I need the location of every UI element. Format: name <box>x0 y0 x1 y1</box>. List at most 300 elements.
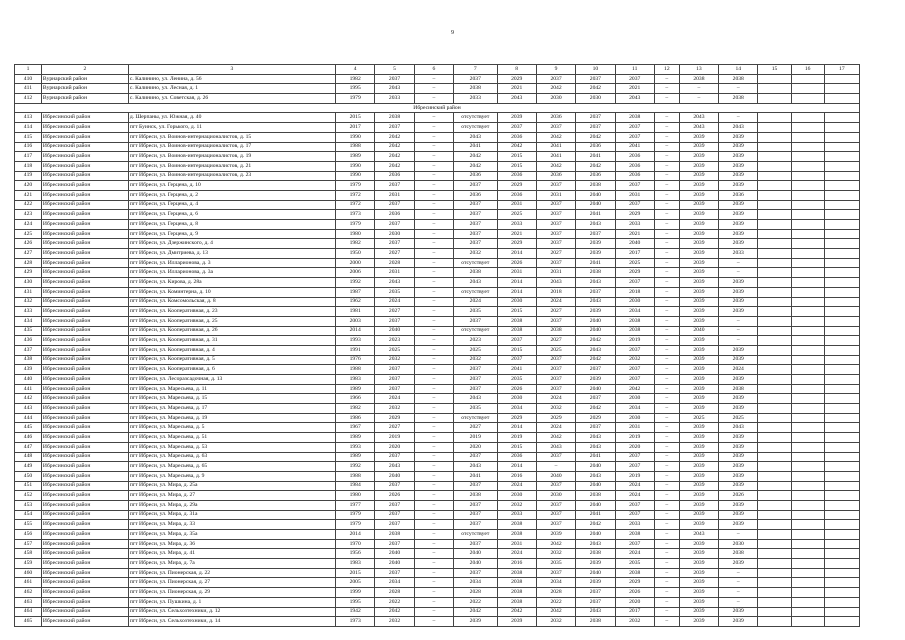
value-cell-col-9: – <box>536 462 575 472</box>
table-row <box>15 404 860 414</box>
value-cell-col-15 <box>758 249 791 259</box>
value-cell-col-16 <box>791 539 824 549</box>
value-cell-col-9: 2032 <box>536 617 575 627</box>
value-cell-col-13: 2039 <box>679 220 718 230</box>
table-row <box>15 287 860 297</box>
value-cell-col-9: 2037 <box>536 181 575 191</box>
value-cell-col-13: 2039 <box>679 365 718 375</box>
value-cell-col-11: 2037 <box>615 74 654 84</box>
value-cell-col-8: 2026 <box>497 384 536 394</box>
value-cell-col-16 <box>791 462 824 472</box>
value-cell-col-16 <box>791 249 824 259</box>
value-cell-col-5: 2026 <box>375 491 414 501</box>
value-cell-col-14: 2039 <box>719 152 758 162</box>
value-cell-col-9: 2042 <box>536 539 575 549</box>
value-cell-col-9: 2037 <box>536 481 575 491</box>
value-cell-col-5: 2037 <box>375 123 414 133</box>
value-cell-col-4: 1973 <box>336 617 375 627</box>
value-cell-col-15 <box>758 74 791 84</box>
table-row <box>15 171 860 181</box>
value-cell-col-9: 2027 <box>536 249 575 259</box>
value-cell-col-5: 2027 <box>375 249 414 259</box>
row-number-cell: 428 <box>15 258 42 268</box>
value-cell-col-4: 1962 <box>336 297 375 307</box>
value-cell-col-11: 2025 <box>615 258 654 268</box>
value-cell-col-15 <box>758 442 791 452</box>
value-cell-col-15 <box>758 433 791 443</box>
district-cell: Ибресинский район <box>41 142 128 152</box>
value-cell-col-10: 2037 <box>576 394 615 404</box>
value-cell-col-6: – <box>414 171 453 181</box>
value-cell-col-8: 2030 <box>497 394 536 404</box>
row-number-cell: 418 <box>15 161 42 171</box>
district-cell: Ибресинский район <box>41 200 128 210</box>
address-cell: пгт Ибреси, ул. Пушкина, д. 1 <box>128 597 335 607</box>
value-cell-col-6: – <box>414 578 453 588</box>
table-row <box>15 258 860 268</box>
value-cell-col-4: 1982 <box>336 239 375 249</box>
table-row <box>15 423 860 433</box>
value-cell-col-6: – <box>414 462 453 472</box>
value-cell-col-15 <box>758 491 791 501</box>
address-cell: пгт Ибреси, ул. Лесоразсадочная, д. 13 <box>128 375 335 385</box>
value-cell-col-17 <box>824 297 859 307</box>
value-cell-col-13: 2039 <box>679 249 718 259</box>
address-cell: пгт Ибреси, ул. Мира, д. 35а <box>128 530 335 540</box>
value-cell-col-11: 2020 <box>615 442 654 452</box>
value-cell-col-8: 2029 <box>497 74 536 84</box>
value-cell-col-11: 2038 <box>615 113 654 123</box>
value-cell-col-12: – <box>654 287 679 297</box>
value-cell-col-17 <box>824 113 859 123</box>
value-cell-col-12: – <box>654 588 679 598</box>
value-cell-col-5: 2033 <box>375 94 414 104</box>
address-cell: пгт Ибреси, ул. Мира, д. 41 <box>128 549 335 559</box>
value-cell-col-11: 2037 <box>615 132 654 142</box>
district-cell: Вурнарский район <box>41 94 128 104</box>
value-cell-col-16 <box>791 568 824 578</box>
value-cell-col-4: 1988 <box>336 365 375 375</box>
value-cell-col-16 <box>791 152 824 162</box>
column-number: 5 <box>375 65 414 75</box>
address-cell: пгт Ибреси, ул. Дмитриева, д. 13 <box>128 249 335 259</box>
value-cell-col-6: – <box>414 413 453 423</box>
value-cell-col-12: – <box>654 307 679 317</box>
value-cell-col-16 <box>791 123 824 133</box>
value-cell-col-16 <box>791 442 824 452</box>
value-cell-col-17 <box>824 132 859 142</box>
value-cell-col-4: 2015 <box>336 568 375 578</box>
district-cell: Ибресинский район <box>41 171 128 181</box>
value-cell-col-14: 2039 <box>719 229 758 239</box>
value-cell-col-8: 2015 <box>497 442 536 452</box>
value-cell-col-17 <box>824 462 859 472</box>
value-cell-col-11: 2031 <box>615 423 654 433</box>
value-cell-col-14: 2039 <box>719 452 758 462</box>
row-number-cell: 460 <box>15 568 42 578</box>
column-number: 7 <box>454 65 497 75</box>
value-cell-col-6: – <box>414 568 453 578</box>
value-cell-col-14: 2038 <box>719 384 758 394</box>
value-cell-col-6: – <box>414 491 453 501</box>
value-cell-col-11: 2043 <box>615 94 654 104</box>
value-cell-col-8: 2015 <box>497 152 536 162</box>
address-cell: пгт Ибреси, ул. Мира, д. 31а <box>128 510 335 520</box>
value-cell-col-16 <box>791 200 824 210</box>
table-row <box>15 132 860 142</box>
value-cell-col-7: 2028 <box>454 588 497 598</box>
value-cell-col-14: 2039 <box>719 345 758 355</box>
value-cell-col-4: 1995 <box>336 84 375 94</box>
row-number-cell: 437 <box>15 345 42 355</box>
district-cell: Ибресинский район <box>41 220 128 230</box>
value-cell-col-16 <box>791 297 824 307</box>
value-cell-col-7: 2036 <box>454 171 497 181</box>
table-row <box>15 549 860 559</box>
value-cell-col-17 <box>824 307 859 317</box>
value-cell-col-10: 2042 <box>576 520 615 530</box>
district-cell: Ибресинский район <box>41 520 128 530</box>
value-cell-col-9: 2018 <box>536 287 575 297</box>
table-row <box>15 355 860 365</box>
value-cell-col-8: 2031 <box>497 200 536 210</box>
row-number-cell: 412 <box>15 94 42 104</box>
value-cell-col-10: 2043 <box>576 442 615 452</box>
value-cell-col-4: 1989 <box>336 433 375 443</box>
value-cell-col-9: 2034 <box>536 578 575 588</box>
value-cell-col-13: – <box>679 94 718 104</box>
value-cell-col-14: 2039 <box>719 200 758 210</box>
value-cell-col-10: 2037 <box>576 229 615 239</box>
value-cell-col-8: 2042 <box>497 142 536 152</box>
value-cell-col-10: 2037 <box>576 74 615 84</box>
value-cell-col-13: 2039 <box>679 278 718 288</box>
value-cell-col-6: – <box>414 481 453 491</box>
value-cell-col-15 <box>758 84 791 94</box>
row-number-cell: 438 <box>15 355 42 365</box>
value-cell-col-10: 2042 <box>576 161 615 171</box>
value-cell-col-9: 2037 <box>536 375 575 385</box>
value-cell-col-13: 2039 <box>679 481 718 491</box>
value-cell-col-16 <box>791 578 824 588</box>
value-cell-col-5: 2037 <box>375 316 414 326</box>
value-cell-col-13: 2038 <box>679 74 718 84</box>
value-cell-col-12: – <box>654 200 679 210</box>
value-cell-col-16 <box>791 559 824 569</box>
value-cell-col-4: 1992 <box>336 462 375 472</box>
row-number-cell: 422 <box>15 200 42 210</box>
value-cell-col-6: – <box>414 597 453 607</box>
table-row <box>15 539 860 549</box>
value-cell-col-10: 2039 <box>576 307 615 317</box>
table-row <box>15 239 860 249</box>
value-cell-col-14: 2039 <box>719 404 758 414</box>
address-cell: пгт Ибреси, ул. Герцена, д. 4 <box>128 200 335 210</box>
value-cell-col-16 <box>791 433 824 443</box>
value-cell-col-11: 2033 <box>615 520 654 530</box>
value-cell-col-15 <box>758 539 791 549</box>
value-cell-col-5: 2020 <box>375 442 414 452</box>
value-cell-col-17 <box>824 181 859 191</box>
value-cell-col-5: 2027 <box>375 307 414 317</box>
value-cell-col-10: 2040 <box>576 316 615 326</box>
value-cell-col-11: 2031 <box>615 190 654 200</box>
value-cell-col-8: 2034 <box>497 404 536 414</box>
value-cell-col-17 <box>824 249 859 259</box>
value-cell-col-14: 2038 <box>719 549 758 559</box>
table-row <box>15 617 860 627</box>
value-cell-col-4: 1991 <box>336 345 375 355</box>
district-cell: Ибресинский район <box>41 578 128 588</box>
value-cell-col-15 <box>758 423 791 433</box>
value-cell-col-10: 2041 <box>576 152 615 162</box>
value-cell-col-12: – <box>654 316 679 326</box>
table-row <box>15 152 860 162</box>
value-cell-col-13: 2039 <box>679 287 718 297</box>
value-cell-col-4: 1979 <box>336 520 375 530</box>
district-cell: Ибресинский район <box>41 161 128 171</box>
district-cell: Ибресинский район <box>41 607 128 617</box>
district-cell: Ибресинский район <box>41 394 128 404</box>
value-cell-col-6: – <box>414 268 453 278</box>
value-cell-col-6: – <box>414 336 453 346</box>
row-number-cell: 426 <box>15 239 42 249</box>
value-cell-col-4: 2000 <box>336 258 375 268</box>
district-cell: Ибресинский район <box>41 384 128 394</box>
value-cell-col-9: 2037 <box>536 355 575 365</box>
value-cell-col-4: 2006 <box>336 268 375 278</box>
value-cell-col-5: 2037 <box>375 375 414 385</box>
value-cell-col-15 <box>758 336 791 346</box>
value-cell-col-14: – <box>719 578 758 588</box>
value-cell-col-9: 2022 <box>536 597 575 607</box>
value-cell-col-5: 2035 <box>375 287 414 297</box>
value-cell-col-17 <box>824 433 859 443</box>
table-row <box>15 229 860 239</box>
value-cell-col-17 <box>824 326 859 336</box>
value-cell-col-7: 2032 <box>454 249 497 259</box>
value-cell-col-11: 2032 <box>615 617 654 627</box>
value-cell-col-14: – <box>719 258 758 268</box>
value-cell-col-10: 2039 <box>576 375 615 385</box>
row-number-cell: 465 <box>15 617 42 627</box>
value-cell-col-6: – <box>414 375 453 385</box>
value-cell-col-8: 2036 <box>497 171 536 181</box>
value-cell-col-8: 2038 <box>497 588 536 598</box>
value-cell-col-12: – <box>654 597 679 607</box>
value-cell-col-5: 2040 <box>375 549 414 559</box>
value-cell-col-13: 2039 <box>679 442 718 452</box>
value-cell-col-15 <box>758 278 791 288</box>
value-cell-col-8: 2014 <box>497 278 536 288</box>
value-cell-col-7: отсутствует <box>454 123 497 133</box>
table-row <box>15 84 860 94</box>
value-cell-col-9: 2037 <box>536 520 575 530</box>
value-cell-col-12: – <box>654 404 679 414</box>
value-cell-col-6: – <box>414 316 453 326</box>
value-cell-col-14: 2039 <box>719 617 758 627</box>
value-cell-col-15 <box>758 404 791 414</box>
value-cell-col-10: 2041 <box>576 210 615 220</box>
value-cell-col-11: 2017 <box>615 249 654 259</box>
value-cell-col-11: 2037 <box>615 365 654 375</box>
value-cell-col-14: 2039 <box>719 520 758 530</box>
value-cell-col-12: – <box>654 578 679 588</box>
table-row <box>15 462 860 472</box>
address-cell: пгт Ибреси, ул. Маресьева, д. 51 <box>128 433 335 443</box>
value-cell-col-16 <box>791 142 824 152</box>
value-cell-col-6: – <box>414 249 453 259</box>
value-cell-col-9: 2037 <box>536 568 575 578</box>
column-number: 17 <box>824 65 859 75</box>
value-cell-col-13: 2039 <box>679 462 718 472</box>
value-cell-col-7: 2033 <box>454 94 497 104</box>
value-cell-col-13: 2039 <box>679 510 718 520</box>
value-cell-col-10: 2042 <box>576 355 615 365</box>
value-cell-col-9: 2037 <box>536 229 575 239</box>
table-row <box>15 181 860 191</box>
value-cell-col-6: – <box>414 365 453 375</box>
table-row <box>15 597 860 607</box>
value-cell-col-5: 2037 <box>375 481 414 491</box>
value-cell-col-14: 2039 <box>719 442 758 452</box>
row-number-cell: 434 <box>15 316 42 326</box>
value-cell-col-14: 2026 <box>719 491 758 501</box>
address-cell: д. Шерпаны, ул. Южная, д. 40 <box>128 113 335 123</box>
table-row <box>15 530 860 540</box>
value-cell-col-9: 2037 <box>536 239 575 249</box>
value-cell-col-14: – <box>719 336 758 346</box>
value-cell-col-14: 2039 <box>719 278 758 288</box>
value-cell-col-7: 2041 <box>454 142 497 152</box>
column-number-row <box>15 65 860 75</box>
value-cell-col-5: 2043 <box>375 462 414 472</box>
value-cell-col-12: – <box>654 500 679 510</box>
value-cell-col-4: 1990 <box>336 132 375 142</box>
value-cell-col-11: 2018 <box>615 287 654 297</box>
value-cell-col-6: – <box>414 423 453 433</box>
value-cell-col-15 <box>758 375 791 385</box>
value-cell-col-14: 2039 <box>719 181 758 191</box>
value-cell-col-8: 2021 <box>497 84 536 94</box>
value-cell-col-9: 2037 <box>536 74 575 84</box>
value-cell-col-16 <box>791 190 824 200</box>
address-cell: пгт Ибреси, ул. Кооперативная, д. 31 <box>128 336 335 346</box>
value-cell-col-4: 1966 <box>336 394 375 404</box>
value-cell-col-10: 2042 <box>576 404 615 414</box>
row-number-cell: 413 <box>15 113 42 123</box>
value-cell-col-9: 2032 <box>536 549 575 559</box>
district-cell: Ибресинский район <box>41 297 128 307</box>
value-cell-col-13: 2039 <box>679 355 718 365</box>
row-number-cell: 424 <box>15 220 42 230</box>
value-cell-col-15 <box>758 297 791 307</box>
district-cell: Ибресинский район <box>41 491 128 501</box>
district-cell: Ибресинский район <box>41 345 128 355</box>
value-cell-col-6: – <box>414 549 453 559</box>
value-cell-col-9: 2027 <box>536 307 575 317</box>
address-cell: пгт Ибреси, ул. Мира, д. 33 <box>128 520 335 530</box>
district-cell: Ибресинский район <box>41 316 128 326</box>
value-cell-col-9: 2037 <box>536 365 575 375</box>
value-cell-col-8: 2036 <box>497 190 536 200</box>
value-cell-col-10: 2040 <box>576 200 615 210</box>
value-cell-col-16 <box>791 316 824 326</box>
value-cell-col-16 <box>791 384 824 394</box>
value-cell-col-6: – <box>414 510 453 520</box>
value-cell-col-4: 1990 <box>336 161 375 171</box>
address-cell: пгт Ибреси, ул. Кооперативная, д. 6 <box>128 365 335 375</box>
value-cell-col-13: 2039 <box>679 559 718 569</box>
value-cell-col-4: 1979 <box>336 94 375 104</box>
value-cell-col-9: 2036 <box>536 171 575 181</box>
value-cell-col-4: 2014 <box>336 530 375 540</box>
value-cell-col-6: – <box>414 607 453 617</box>
value-cell-col-10: 2041 <box>576 452 615 462</box>
value-cell-col-15 <box>758 384 791 394</box>
value-cell-col-7: 2037 <box>454 568 497 578</box>
value-cell-col-5: 2032 <box>375 404 414 414</box>
value-cell-col-15 <box>758 365 791 375</box>
value-cell-col-16 <box>791 491 824 501</box>
value-cell-col-5: 2032 <box>375 617 414 627</box>
row-number-cell: 447 <box>15 442 42 452</box>
address-cell: пгт Ибреси, ул. Герцена, д. 2 <box>128 190 335 200</box>
value-cell-col-10: 2041 <box>576 258 615 268</box>
row-number-cell: 446 <box>15 433 42 443</box>
value-cell-col-17 <box>824 384 859 394</box>
address-cell: пгт Ибреси, ул. Коминтерна, д. 10 <box>128 287 335 297</box>
value-cell-col-13: 2039 <box>679 452 718 462</box>
row-number-cell: 463 <box>15 597 42 607</box>
table-row <box>15 510 860 520</box>
value-cell-col-8: 2014 <box>497 287 536 297</box>
column-number: 10 <box>576 65 615 75</box>
value-cell-col-7: 2025 <box>454 345 497 355</box>
column-number: 14 <box>719 65 758 75</box>
row-number-cell: 427 <box>15 249 42 259</box>
value-cell-col-12: – <box>654 375 679 385</box>
value-cell-col-4: 1982 <box>336 404 375 414</box>
address-cell: пгт Ибреси, ул. Илларионова, д. 3а <box>128 268 335 278</box>
value-cell-col-16 <box>791 588 824 598</box>
value-cell-col-13: 2039 <box>679 433 718 443</box>
value-cell-col-13: 2039 <box>679 210 718 220</box>
value-cell-col-16 <box>791 84 824 94</box>
value-cell-col-6: – <box>414 345 453 355</box>
value-cell-col-8: 2030 <box>497 297 536 307</box>
value-cell-col-14: 2043 <box>719 123 758 133</box>
value-cell-col-9: 2024 <box>536 423 575 433</box>
table-row <box>15 94 860 104</box>
value-cell-col-8: 2025 <box>497 210 536 220</box>
row-number-cell: 439 <box>15 365 42 375</box>
value-cell-col-13: 2039 <box>679 307 718 317</box>
value-cell-col-17 <box>824 375 859 385</box>
value-cell-col-14: 2039 <box>719 355 758 365</box>
table-row <box>15 268 860 278</box>
value-cell-col-10: 2043 <box>576 220 615 230</box>
value-cell-col-11: 2037 <box>615 375 654 385</box>
value-cell-col-7: 2037 <box>454 210 497 220</box>
value-cell-col-6: – <box>414 94 453 104</box>
value-cell-col-11: 2029 <box>615 210 654 220</box>
value-cell-col-17 <box>824 268 859 278</box>
value-cell-col-15 <box>758 123 791 133</box>
value-cell-col-6: – <box>414 326 453 336</box>
value-cell-col-12: – <box>654 258 679 268</box>
value-cell-col-14: 2039 <box>719 287 758 297</box>
